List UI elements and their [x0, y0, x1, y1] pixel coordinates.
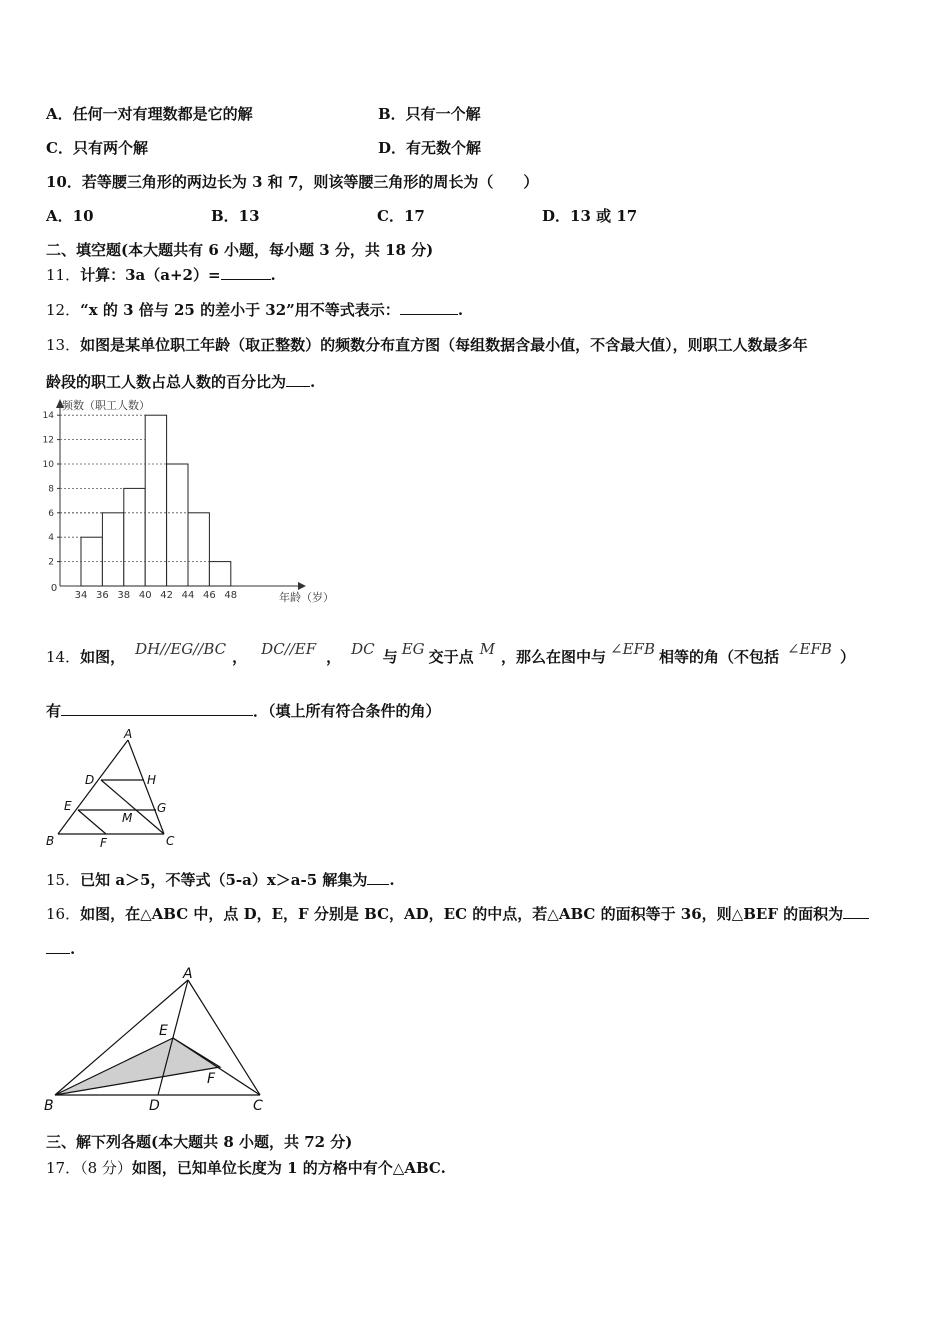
q14-line2-suffix: ．（填上所有符合条件的角）: [253, 702, 441, 720]
q14-label-f: F: [100, 836, 107, 850]
q14-math-eg: EG: [401, 640, 425, 658]
y-axis-label: 频数（职工人数）: [62, 399, 150, 412]
x-tick-label-46: 46: [203, 590, 216, 601]
q16-end: .: [70, 940, 76, 958]
question-12: [46, 299, 463, 320]
y-tick-label-12: 12: [42, 435, 54, 446]
q16-label-a: A: [183, 966, 193, 982]
q11-number: 11．: [46, 266, 81, 284]
q14-label-h: H: [147, 773, 157, 787]
q13-line2: 龄段的职工人数占总人数的百分比为: [46, 373, 287, 391]
histogram-bar-44-46: [188, 513, 209, 586]
q11-end: .: [270, 266, 276, 284]
x-tick-label-34: 34: [74, 590, 88, 601]
q17-text: 如图，已知单位长度为 1 的方格中有个△ABC.: [131, 1159, 446, 1177]
q16-side-ac: [188, 980, 260, 1095]
q14-sep2: ，: [326, 648, 342, 666]
q9-option-a: A．任何一对有理数都是它的解: [46, 105, 253, 123]
y-tick-label-4: 4: [48, 533, 54, 544]
q11-blank: [221, 265, 271, 280]
y-tick-label-2: 2: [48, 557, 54, 568]
question-11: [46, 264, 276, 285]
x-tick-label-40: 40: [138, 590, 152, 601]
q16-label-d: D: [149, 1098, 160, 1114]
q14-math-parallel-2: DC//EF: [261, 640, 317, 658]
q14-meet: 交于点: [428, 648, 474, 666]
q12-text: “x 的 3 倍与 25 的差小于 32”用不等式表示：: [80, 301, 400, 319]
q9-option-c: C．只有两个解: [46, 139, 148, 157]
q16-blank-1: [843, 904, 869, 919]
q16-label-b: B: [44, 1098, 54, 1114]
question-13-line2: [46, 371, 315, 392]
question-15: [46, 869, 395, 890]
q12-number: 12．: [46, 301, 81, 319]
x-axis-label: 年龄（岁）: [279, 591, 334, 604]
y-tick-label-8: 8: [48, 484, 54, 495]
q16-number: 16．: [46, 905, 81, 923]
section-3-heading: 三、解下列各题(本大题共 8 小题，共 72 分): [46, 1133, 353, 1151]
origin-label: 0: [50, 583, 58, 594]
q14-equal: 相等的角（不包括: [658, 648, 779, 666]
q15-end: .: [389, 871, 395, 889]
q11-text: 计算：3a（a+2）=: [80, 266, 221, 284]
q14-label-b: B: [46, 834, 55, 848]
q14-label-a: A: [124, 727, 133, 741]
question-17: [46, 1157, 446, 1178]
q17-score: （8 分）: [80, 1159, 132, 1177]
q14-label-c: C: [166, 834, 175, 848]
x-axis-arrow: [298, 582, 306, 590]
q13-blank: [286, 372, 310, 387]
question-16-line1: [46, 903, 869, 924]
q14-blank: [61, 701, 253, 716]
q14-line-ef: [78, 810, 106, 834]
y-tick-label-14: 14: [42, 411, 54, 422]
x-tick-label-48: 48: [224, 590, 238, 601]
q14-side-ac: [128, 740, 167, 834]
q14-label-g: G: [157, 801, 167, 815]
q10-option-a: A．10: [46, 207, 94, 225]
q16-label-c: C: [253, 1098, 263, 1114]
q14-side-ab: [58, 740, 128, 834]
q14-math-dc: DC: [351, 640, 375, 658]
q14-label-d: D: [85, 773, 95, 787]
question-14-line2: [46, 700, 441, 721]
q14-mid: ，那么在图中与: [501, 648, 607, 666]
q14-number: 14．: [46, 648, 81, 666]
question-14-line1: [46, 640, 855, 678]
q10-option-c: C．17: [377, 207, 425, 225]
q16-blank-2: [46, 939, 70, 954]
question-16-line2: [46, 939, 75, 958]
histogram-bar-40-42: [145, 415, 166, 586]
q12-end: .: [457, 301, 464, 319]
x-tick-label-44: 44: [181, 590, 195, 601]
q13-line1: 如图是某单位职工年龄（取正整数）的频数分布直方图（每组数据含最小值，不含最大值），则职工人数最多年: [80, 336, 808, 354]
histogram-bar-36-38: [102, 513, 123, 586]
q14-line2-prefix: 有: [46, 702, 62, 720]
histogram-bar-42-44: [167, 464, 188, 586]
q14-math-angle-1: ∠EFB: [610, 640, 655, 658]
q16-shaded-triangle-bef: [55, 1038, 220, 1095]
q14-sep1: ，: [232, 648, 248, 666]
q13-end: .: [310, 373, 316, 391]
q10-stem: 10．若等腰三角形的两边长为 3 和 7，则该等腰三角形的周长为（ ）: [46, 173, 539, 191]
q14-line-dc: [101, 780, 167, 834]
histogram-bar-46-48: [209, 562, 230, 586]
question-13-line1: [46, 334, 808, 355]
q14-math-parallel-1: DH//EG//BC: [135, 640, 227, 658]
q9-option-b: B．只有一个解: [378, 105, 481, 123]
q10-option-b: B．13: [211, 207, 260, 225]
q15-text: 已知 a＞5，不等式（5-a）x＞a-5 解集为: [80, 871, 368, 889]
q10-option-d: D．13 或 17: [542, 207, 638, 225]
q9-option-d: D．有无数个解: [378, 139, 482, 157]
section-2-heading: 二、填空题(本大题共有 6 小题，每小题 3 分，共 18 分): [46, 241, 434, 259]
q16-label-f: F: [207, 1071, 216, 1087]
age-histogram: [36, 394, 356, 610]
q13-number: 13．: [46, 336, 81, 354]
q17-number: 17．: [46, 1159, 81, 1177]
q14-prefix: 如图，: [80, 648, 126, 666]
x-tick-label-36: 36: [96, 590, 109, 601]
q16-text: 如图，在△ABC 中，点 D，E，F 分别是 BC，AD，EC 的中点，若△ABC 的面积等于 36，则△BEF 的面积为: [80, 905, 844, 923]
q16-label-e: E: [159, 1023, 168, 1039]
histogram-bar-38-40: [124, 488, 145, 586]
q15-blank: [367, 870, 389, 885]
x-tick-label-38: 38: [117, 590, 131, 601]
q16-triangle-figure: [40, 964, 280, 1120]
y-tick-label-10: 10: [42, 460, 54, 470]
q12-blank: [400, 300, 458, 315]
q14-close: ）: [839, 648, 855, 666]
q14-with: 与: [382, 648, 398, 666]
q14-label-m: M: [122, 811, 133, 825]
x-tick-label-42: 42: [160, 590, 173, 601]
q14-triangle-figure: [40, 726, 190, 852]
q15-number: 15．: [46, 871, 81, 889]
q14-math-m: M: [479, 640, 495, 658]
y-tick-label-6: 6: [48, 508, 54, 519]
q14-label-e: E: [64, 799, 72, 813]
q14-math-angle-2: ∠EFB: [786, 640, 832, 658]
